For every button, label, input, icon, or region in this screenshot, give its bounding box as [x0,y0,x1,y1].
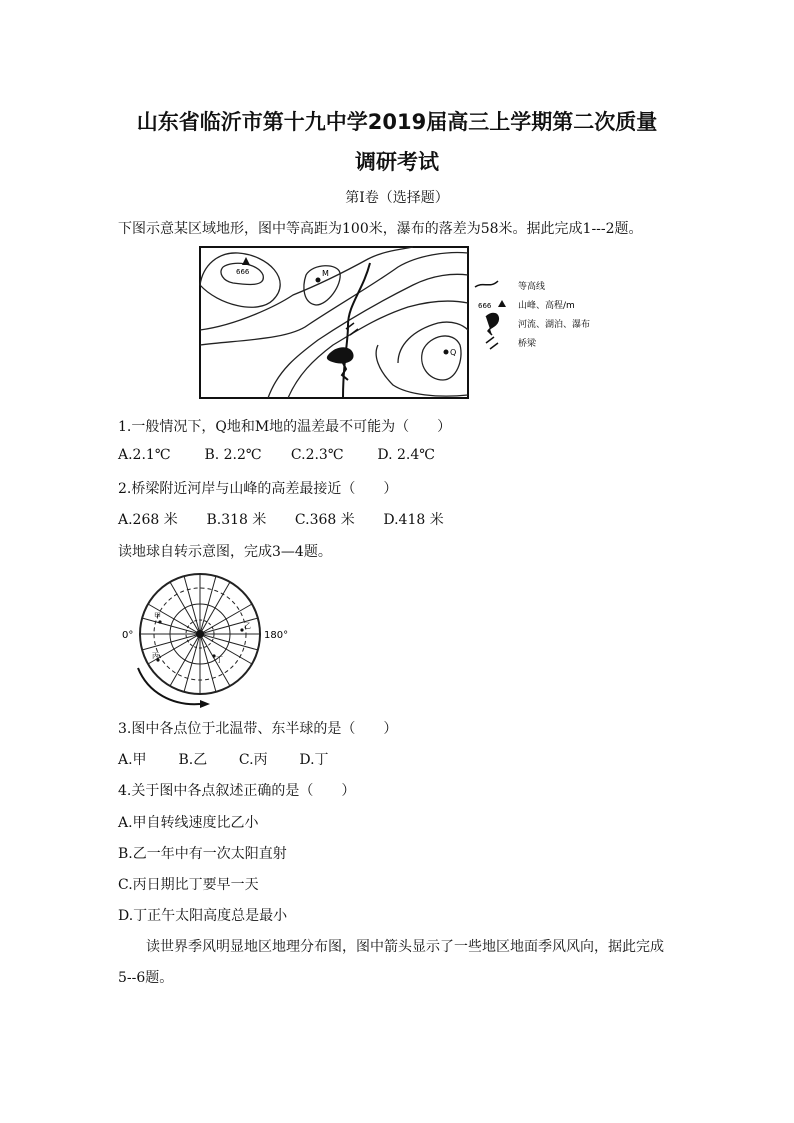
pole-center [196,630,204,638]
question-1-stem: 1.一般情况下，Q地和M地的温差最不可能为（ ） [118,419,452,435]
question-2-options [118,509,444,529]
point-q-dot [444,350,449,355]
rotation-arrow-head [200,700,210,708]
q2-option-b[interactable]: B.318 米 [206,512,267,528]
legend-bridge: 桥梁 [518,339,537,349]
legend-contour-icon [475,281,498,287]
legend-peak: 山峰、高程/m [518,301,575,311]
question-4-stem: 4.关于图中各点叙述正确的是（ ） [118,783,356,799]
label-m: M [322,269,329,278]
point-bing: 丙 [152,652,159,660]
legend-peak-icon [498,300,506,307]
q1-option-b[interactable]: B. 2.2℃ [204,447,262,463]
q1-option-c[interactable]: C.2.3℃ [290,447,344,463]
q2-option-a[interactable]: A.268 米 [118,512,178,528]
peak-triangle-icon [242,257,250,265]
label-180-degree: 180° [264,630,289,641]
section-heading: 第Ⅰ卷（选择题） [345,190,449,206]
peak-value: 666 [236,268,250,276]
exam-title-line1: 山东省临沂市第十九中学2019届高三上学期第二次质量 [136,110,658,134]
intro-map-question: 下图示意某区域地形，图中等高距为100米，瀑布的落差为58米。据此完成1---2题。 [118,221,643,237]
question-1-options [118,447,435,463]
q4-option-b[interactable]: B.乙一年中有一次太阳直射 [118,846,287,862]
map-legend [475,280,590,349]
point-yi: 乙 [244,622,251,630]
exam-title-line2: 调研考试 [355,150,439,174]
q4-option-d[interactable]: D.丁正午太阳高度总是最小 [118,908,288,924]
intro-monsoon-line2: 5--6题。 [118,970,174,986]
intro-globe-question: 读地球自转示意图，完成3—4题。 [118,544,332,560]
point-jia: 甲 [154,612,161,620]
q2-option-c[interactable]: C.368 米 [294,512,355,528]
q3-option-b[interactable]: B.乙 [178,752,208,768]
intro-monsoon-line1: 读世界季风明显地区地理分布图，图中箭头显示了一些地区地面季风风向，据此完成 [146,939,664,955]
legend-bridge-icon [490,343,498,349]
point-m-dot [316,278,321,283]
q3-option-d[interactable]: D.丁 [299,752,329,768]
label-0-degree: 0° [122,630,134,641]
earth-rotation-diagram [118,568,298,708]
topographic-map [198,245,608,400]
q3-option-c[interactable]: C.丙 [238,752,268,768]
q4-option-c[interactable]: C.丙日期比丁要早一天 [118,877,259,893]
lake [327,347,354,363]
legend-peak-value: 666 [478,302,492,310]
q1-option-d[interactable]: D. 2.4℃ [377,447,435,463]
label-q: Q [450,348,457,357]
legend-river: 河流、湖泊、瀑布 [518,320,591,330]
q3-option-a[interactable]: A.甲 [118,752,147,768]
point-ding: 丁 [216,656,223,664]
q4-option-a[interactable]: A.甲自转线速度比乙小 [118,815,259,831]
legend-contour: 等高线 [518,282,546,292]
q1-option-a[interactable]: A.2.1℃ [118,447,171,463]
q2-option-d[interactable]: D.418 米 [383,512,444,528]
legend-river-icon [486,314,498,335]
question-2-stem: 2.桥梁附近河岸与山峰的高差最接近（ ） [118,481,398,497]
question-3-stem: 3.图中各点位于北温带、东半球的是（ ） [118,721,398,737]
question-3-options [118,749,329,769]
